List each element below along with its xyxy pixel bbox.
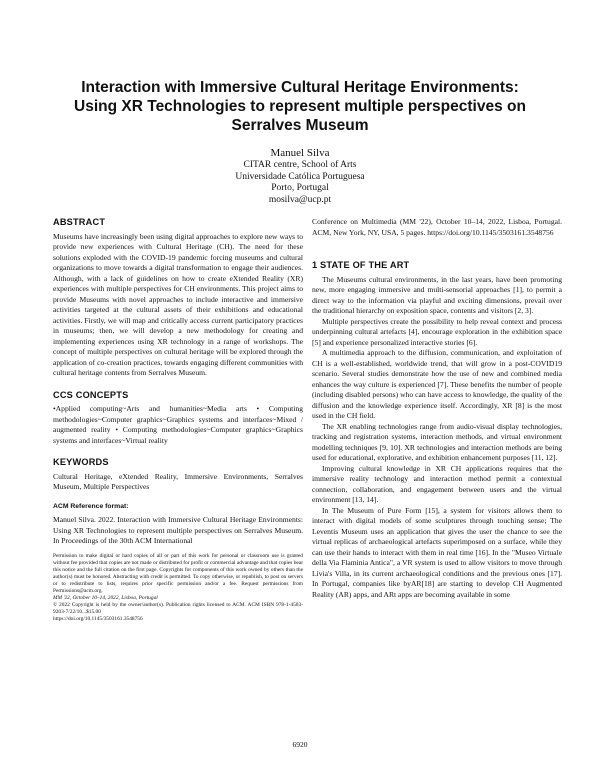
- left-column: [53, 217, 303, 623]
- page-number: 6920: [292, 740, 308, 749]
- copyright-text: © 2022 Copyright is held by the owner/author(s). Publication rights licensed to ACM. ACM ISBN 978-1-4503-9203-7/22/10...$15.00: [53, 601, 303, 615]
- permission-block: [53, 553, 303, 623]
- venue-text: MM '22, October 10–14, 2022, Lisboa, Portugal: [53, 594, 158, 601]
- section-1-paragraph-6: In The Museum of Pure Form [15], a system for visitors allows them to interact with digital models of some sculptures through touching sense; The Leventis Museum uses an application that gives the user the chance to see the virtual replicas of archaeological artefacts superimposed on a surface, while they can use their hands to interact with them in real time [16]. In the "Museo Virtuale della Via Flaminia Antica", a VR system is used to allow visitors to move through Livia's Villa, in its current archaeological conditions and the previous ones [17]. In Portugal, companies like byAR[18] are starting to develop CH Augmented Reality (AR) apps, and ARt apps are becoming available in some: [312, 505, 562, 599]
- acm-reference-heading: ACM Reference format:: [53, 502, 129, 510]
- title-line-1: Interaction with Immersive Cultural Heritage Environments:: [81, 79, 519, 96]
- abstract-text: Museums have increasingly been using digital approaches to explore new ways to provide new experiences with Cultural Heritage (CH). The need for these solutions exploded with the COVID-19 pandemic forcing museums and cultural organizations to move towards a digital transformation to engage their audiences. Although, with a lack of guidelines on how to create eXtended Reality (XR) experiences with multiple perspectives for CH environments. This project aims to provide Museums with novel approaches to include interactive and immersive activities targeted at the cultural assets of their exhibitions and educational activities. Firstly, we will map and critically access current participatory practices in museums; then, we will develop a new methodology for creating and implementing experiences using XR technology in a range of workshops. The concept of multiple perspectives on cultural heritage will be explored through the application of co-creation practices, towards engaging different communities with cultural heritage contents from Serralves Museum.: [53, 231, 303, 377]
- author-name: Manuel Silva: [270, 147, 330, 159]
- section-1-paragraph-5: Improving cultural knowledge in XR CH applications requires that the immersive reality technology and interaction method permit a contextual connection, collaboration, and engagement between users and the virtual environment [13, 14].: [312, 463, 562, 504]
- ccs-text: •Applied computing~Arts and humanities~Media arts • Computing methodologies~Computer graphics~Graphics systems and interfaces~Mixed / augmented reality • Computing methodologies~Computer graphics~Graphics systems and interfaces~Virtual reality: [53, 404, 303, 445]
- keywords-text: Cultural Heritage, eXtended Reality, Immersive Environments, Serralves Museum, Multiple Perspectives: [53, 471, 303, 491]
- doi-link[interactable]: https://doi.org/10.1145/3503161.3548756: [53, 615, 143, 622]
- author-affiliation-3: Porto, Portugal: [271, 183, 329, 194]
- author-email[interactable]: mosilva@ucp.pt: [268, 195, 332, 206]
- section-1-paragraph-3: A multimedia approach to the diffusion, communication, and exploitation of CH is a well-established, worldwide trend, that will grow in a post-COVID19 scenario. Several studies demonstrate how the use of new and combined media enhances the way culture is experienced [7]. These benefits the number of people (including disabled persons) who can have access to knowledge, the quality of the diffusion and the knowledge experience itself. Accordingly, XR [8] is the most used in the CH field.: [312, 348, 562, 420]
- section-1-paragraph-2: Multiple perspectives create the possibility to help reveal context and process underpinning cultural artefacts [4], encourage exploration in the exhibition space [5] and experience personalized interactive stories [6].: [312, 316, 562, 347]
- section-1-paragraph-1: The Museums cultural environments, in the last years, have been promoting new, more engaging immersive and multi-sensorial approaches [1], to permit a direct way to the information via playful and exciting dimensions, prevail over the traditional hierarchy on exposition space, contents and visitors [2, 3].: [312, 274, 562, 315]
- paper-title: [40, 78, 560, 135]
- acm-reference-text: Manuel Silva. 2022. Interaction with Immersive Cultural Heritage Environments: Using XR Technologies to represent multiple perspectives on Serralves Museum. In Proceedings of the 30th ACM International: [53, 515, 303, 545]
- ccs-heading: CCS CONCEPTS: [53, 389, 129, 400]
- permission-text: Permission to make digital or hard copies of all or part of this work for personal or classroom use is granted without fee provided that copies are not made or distributed for profit or commercial advantage and that copies bear this notice and the full citation on the first page. Copyrights for components of this work owned by others than the author(s) must be honored. Abstracting with credit is permitted. To copy otherwise, or republish, to post on servers or to redistribute to lists, requires prior specific permission and/or a fee. Request permissions from Permissions@acm.org.: [53, 552, 303, 594]
- author-affiliation-2: Universidade Católica Portuguesa: [235, 171, 365, 182]
- title-line-3: Serralves Museum: [231, 117, 369, 134]
- section-1-heading: 1 STATE OF THE ART: [312, 260, 410, 270]
- author-block: [0, 148, 600, 207]
- abstract-heading: ABSTRACT: [53, 217, 106, 227]
- section-1-paragraph-4: The XR enabling technologies range from audio-visual display technologies, tracking and registration systems, interaction methods, and virtual environment modelling techniques [9, 10]. XR technologies and interaction methods are being used for educational, explorative, and exhibition enhancement purposes [11, 12].: [312, 421, 562, 462]
- title-line-2: Using XR Technologies to represent multiple perspectives on: [74, 98, 526, 115]
- keywords-heading: KEYWORDS: [53, 457, 109, 467]
- acm-reference-continued: Conference on Multimedia (MM '22), October 10–14, 2022, Lisboa, Portugal. ACM, New York, NY, USA, 5 pages. https://doi.org/10.1145/3503161.3548756: [312, 217, 562, 237]
- author-affiliation-1: CITAR centre, School of Arts: [243, 159, 357, 170]
- right-column: [312, 217, 562, 600]
